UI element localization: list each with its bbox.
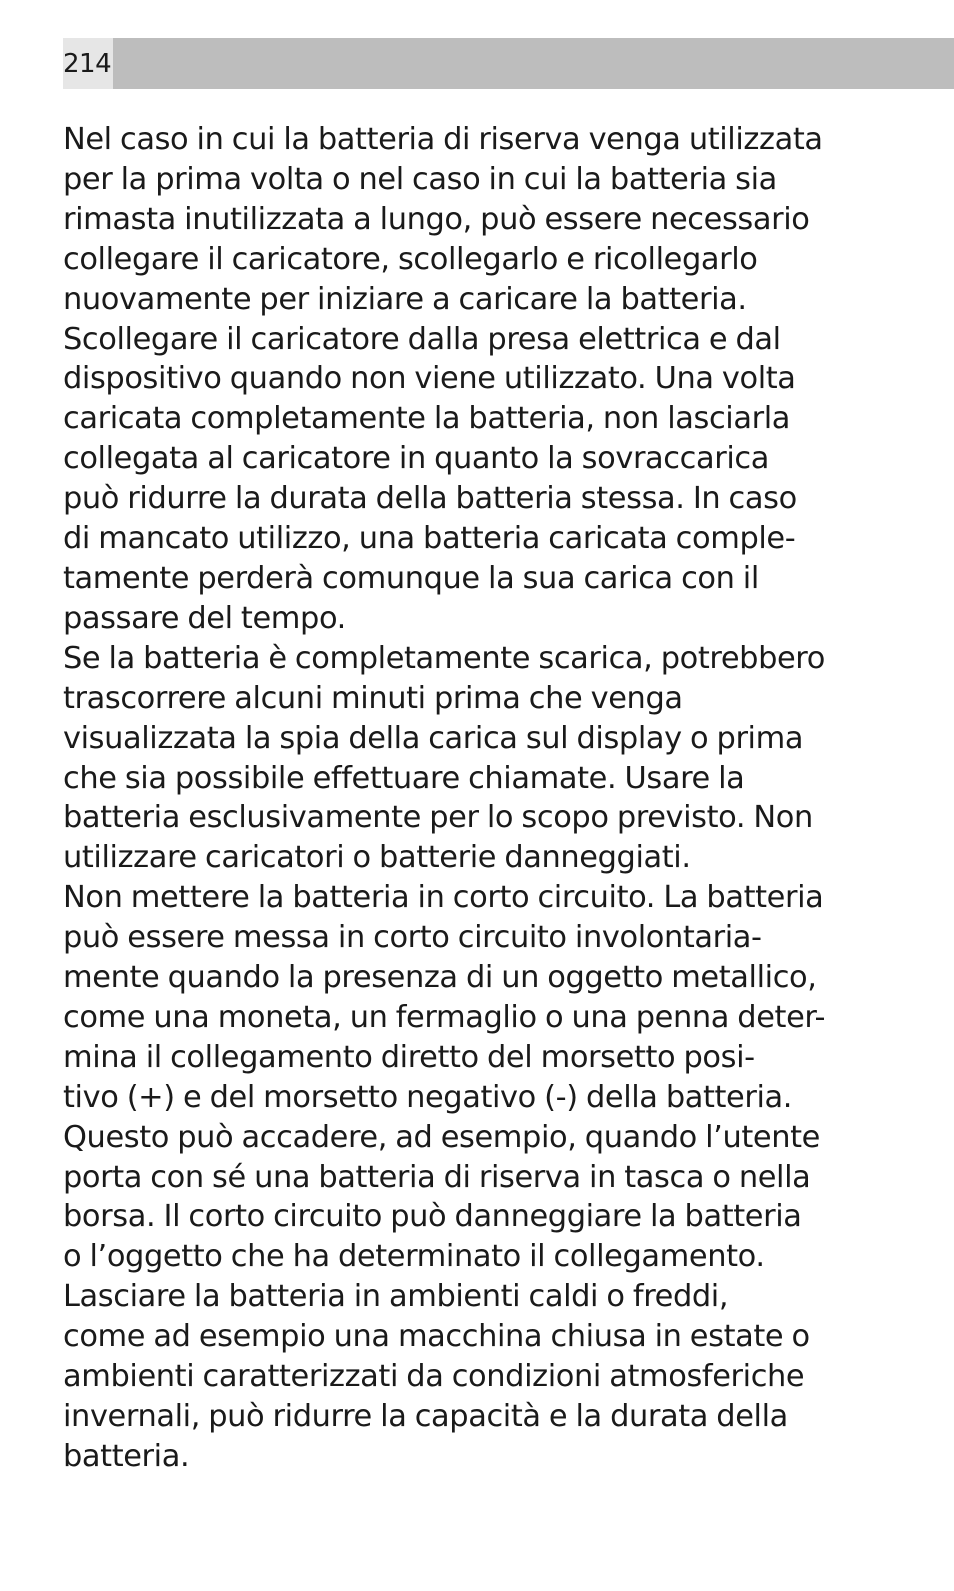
text-line: tamente perderà comunque la sua carica con il	[63, 560, 759, 596]
text-line: passare del tempo.	[63, 600, 346, 636]
text-line: caricata completamente la batteria, non lasciarla	[63, 401, 791, 437]
text-line: può essere messa in corto circuito involontaria-	[63, 920, 762, 956]
text-line: come ad esempio una macchina chiusa in estate o	[63, 1319, 810, 1355]
text-line: o l’oggetto che ha determinato il collegamento.	[63, 1239, 765, 1275]
text-line: batteria esclusivamente per lo scopo previsto. Non	[63, 800, 813, 836]
text-line: visualizzata la spia della carica sul display o prima	[63, 720, 804, 756]
text-line: trascorrere alcuni minuti prima che venga	[63, 680, 683, 716]
text-line: tivo (+) e del morsetto negativo (-) della batteria.	[63, 1079, 793, 1115]
text-line: come una moneta, un fermaglio o una penna deter-	[63, 999, 826, 1035]
text-line: ambienti caratterizzati da condizioni atmosferiche	[63, 1359, 805, 1395]
text-line: di mancato utilizzo, una batteria caricata comple-	[63, 521, 796, 557]
text-line: invernali, può ridurre la capacità e la durata della	[63, 1399, 788, 1434]
text-line: Se la batteria è completamente scarica, potrebbero	[63, 640, 825, 676]
text-line: nuovamente per iniziare a caricare la batteria.	[63, 281, 747, 317]
text-line: collegare il caricatore, scollegarlo e ricollegarlo	[63, 241, 758, 277]
text-line: Nel caso in cui la batteria di riserva venga utilizzata	[63, 122, 823, 157]
text-line: borsa. Il corto circuito può danneggiare la batteria	[63, 1199, 802, 1235]
text-line: rimasta inutilizzata a lungo, può essere necessario	[63, 201, 810, 237]
text-line: mina il collegamento diretto del morsetto posi-	[63, 1039, 755, 1075]
text-line: Lasciare la batteria in ambienti caldi o freddi,	[63, 1279, 729, 1315]
text-line: collegata al caricatore in quanto la sovraccarica	[63, 441, 769, 477]
text-line: Scollegare il caricatore dalla presa elettrica e dal	[63, 321, 781, 357]
text-line: dispositivo quando non viene utilizzato. Una volta	[63, 361, 796, 397]
text-line: che sia possibile effettuare chiamate. Usare la	[63, 760, 745, 796]
text-line: Questo può accadere, ad esempio, quando l’utente	[63, 1119, 820, 1155]
text-line: può ridurre la durata della batteria stessa. In caso	[63, 481, 797, 517]
text-line: utilizzare caricatori o batterie danneggiati.	[63, 840, 691, 876]
text-line: per la prima volta o nel caso in cui la batteria sia	[63, 161, 777, 197]
text-line: porta con sé una batteria di riserva in tasca o nella	[63, 1159, 811, 1195]
text-line: Non mettere la batteria in corto circuito. La batteria	[63, 880, 824, 916]
text-line: batteria.	[63, 1438, 190, 1474]
body-text	[63, 120, 943, 1477]
page-number: 214	[63, 38, 113, 89]
text-line: mente quando la presenza di un oggetto metallico,	[63, 960, 817, 996]
header-bar	[63, 38, 954, 89]
